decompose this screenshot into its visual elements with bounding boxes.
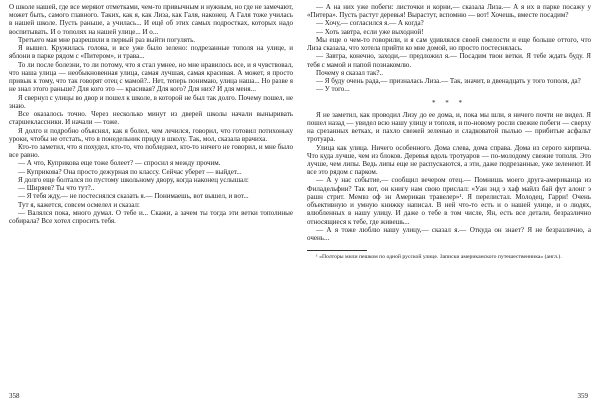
right-page — [307, 3, 591, 261]
paragraph: Почему я сказал так?.. — [316, 68, 384, 77]
paragraph: — Я тебя жду,— не постеснялся сказать я.— Понимаешь, вот вышел, и вот... — [18, 192, 249, 201]
paragraph: — Ширяев? Ты что тут?.. — [18, 184, 95, 193]
paragraph: Я не заметил, как проводил Лизу до ее дома, и, пока мы шли, я ничего почти не видел. Я пошел назад — увидел всю нашу улицу и тополя, и по-новому росли свежие побеги — сверху на срезанных ветках, и пахло свежей зеленью и сладковатой пылью — прибитые асфальт тротуара. — [307, 110, 591, 144]
paragraph: То ли после болезни, то ли потому, что я стал умнее, но мне нравилось все, и я чувствовал, что наша улица — необыкновенная улица, самая лучшая, самая красивая. А может, я просто привык к тому, что так говорят отец с мамой?.. Нет, теперь понимаю, улица наша... Но разве я не знал этого раньше? Для кого это — красивая? Для кого? Для них? И для меня... — [9, 60, 293, 94]
paragraph: — А что, Куприкова еще тоже болеет? — спросил я между прочим. — [18, 159, 221, 168]
footnote-text: ¹ «Полторы мили пешком по одной русской улице. Записки американского путешественника» (англ.). — [316, 254, 562, 261]
paragraph: Я вышел. Кружилась голова, и все уже было зелено: подрезанные тополя на улице, и яблони в парке рядом с «Питером», и трава... — [9, 44, 293, 61]
paragraph: — А я тоже люблю нашу улицу,— сказал я.— Откуда он знает? Я не безразлично, а очень... — [307, 225, 591, 243]
paragraph: — Хочу,— согласился я.— А когда? — [316, 19, 424, 28]
paragraph: Третьего мая мне разрешили в первый раз выйти погулять. — [18, 35, 196, 44]
paragraph: Я долго еще болтался по пустому школьному двору, когда наконец услышал: — [18, 175, 249, 184]
paragraph: О школе нашей, где все меряют отметками, чем-то привычным и нужным, но где не замечают, может быть, самого главного. Таких, как я, как Лиза, как Галя, наконец. А Галя тоже училась в нашей школе. Пусть раньше, а училась... И ещё об этих самых подростках, которых надо воспитывать. И о тополях на нашей улице... И о... — [9, 3, 293, 36]
paragraph: — А на них уже побеги: листочки и корни,— сказала Лиза.— А я их в парке посажу у «Питера». Пусть растут деревья! Вырастут, вспомню — вот! Хочешь, вместе посадим? — [307, 3, 591, 20]
paragraph: — Валялся пока, много думал. О тебе и... Скажи, а зачем ты тогда эти ветки тополиные собирала? Все хотел спросить тебя. — [9, 208, 293, 226]
footnote — [307, 254, 591, 261]
paragraph: Тут я, кажется, совсем осмелел и сказал: — [18, 200, 140, 209]
paragraph: — У того... — [316, 85, 350, 94]
paragraph: — Хоть завтра, если уже выходной! — [316, 27, 424, 36]
paragraph: — Завтра, конечно, заходи,— предложил я.— Посадим твои ветки. Я тебе ждать буду. Я тебя с мамой и папой познакомлю. — [307, 52, 591, 69]
section-break-stars: * * * — [432, 98, 466, 107]
paragraph: Кто-то заметил, что я похудел, кто-то, что побледнел, кто-то ничего не говорил, и мне было все равно. — [9, 142, 293, 160]
paragraph: — Куприкова? Она просто дежурная по классу. Сейчас уберет — выйдет... — [18, 167, 242, 176]
paragraph: Все оказалось точно. Через несколько минут из дверей школы начали выныривать старшеклассники. И начали — тоже. — [9, 110, 293, 127]
paragraph: Улица как улица. Ничего особенного. Дома слева, дома справа. Дома из серого кирпича. Что куда лучше, чем из блоков. Деревья вдоль тротуаров — по-молодому свежие тополя. Это лучше, чем липы. Ведь липы еще не распускаются, а эти, даже подрезанные, уже зеленеют. И все это рядом с парком. — [307, 143, 591, 177]
paragraph: Я свернул с улицы во двор и пошел к школе, в которой не был так долго. Почему пошел, не знаю. — [9, 93, 293, 110]
paragraph: Я долго и подробно объяснял, как я болел, чем лечился, говорил, что готовил потихоньку уроки, чтобы не отстать, что в понедельник приду в школу. Так, мол, сказала врачиха. — [9, 126, 293, 143]
left-page — [9, 3, 293, 225]
footnote-divider — [307, 250, 367, 251]
paragraph: Мы еще о чем-то говорили, и я сам удивлялся своей смелости и еще больше оттого, что Лиза сказала, что хотела прийти ко мне домой, но просто постеснялась. — [307, 35, 591, 53]
paragraph: — А у нас событие,— сообщил вечером отец.— Помнишь моего друга-американца из Филадельфии? Так вот, он книгу нам свою прислал: «Уан энд э хаф майлз бай фут алонг э рашн стрит. Мемвз оф эн Американ травелер»¹. Я перелистал. Молодец, Гарри! Очень объективную и умную книжку написал. В ней что-то есть и о нашей улице, и о людях, влюбленных в нашу улицу. И даже о тебе в том числе, Ян, есть все детали, безразлично относящиеся к тебе, где живешь... — [307, 176, 591, 226]
paragraph: — Я буду очень рада,— призналась Лиза.— Так, значит, в двенадцать у того тополя, да? — [316, 77, 581, 86]
page-number-left: 358 — [9, 392, 20, 400]
page-number-right: 359 — [577, 392, 588, 400]
